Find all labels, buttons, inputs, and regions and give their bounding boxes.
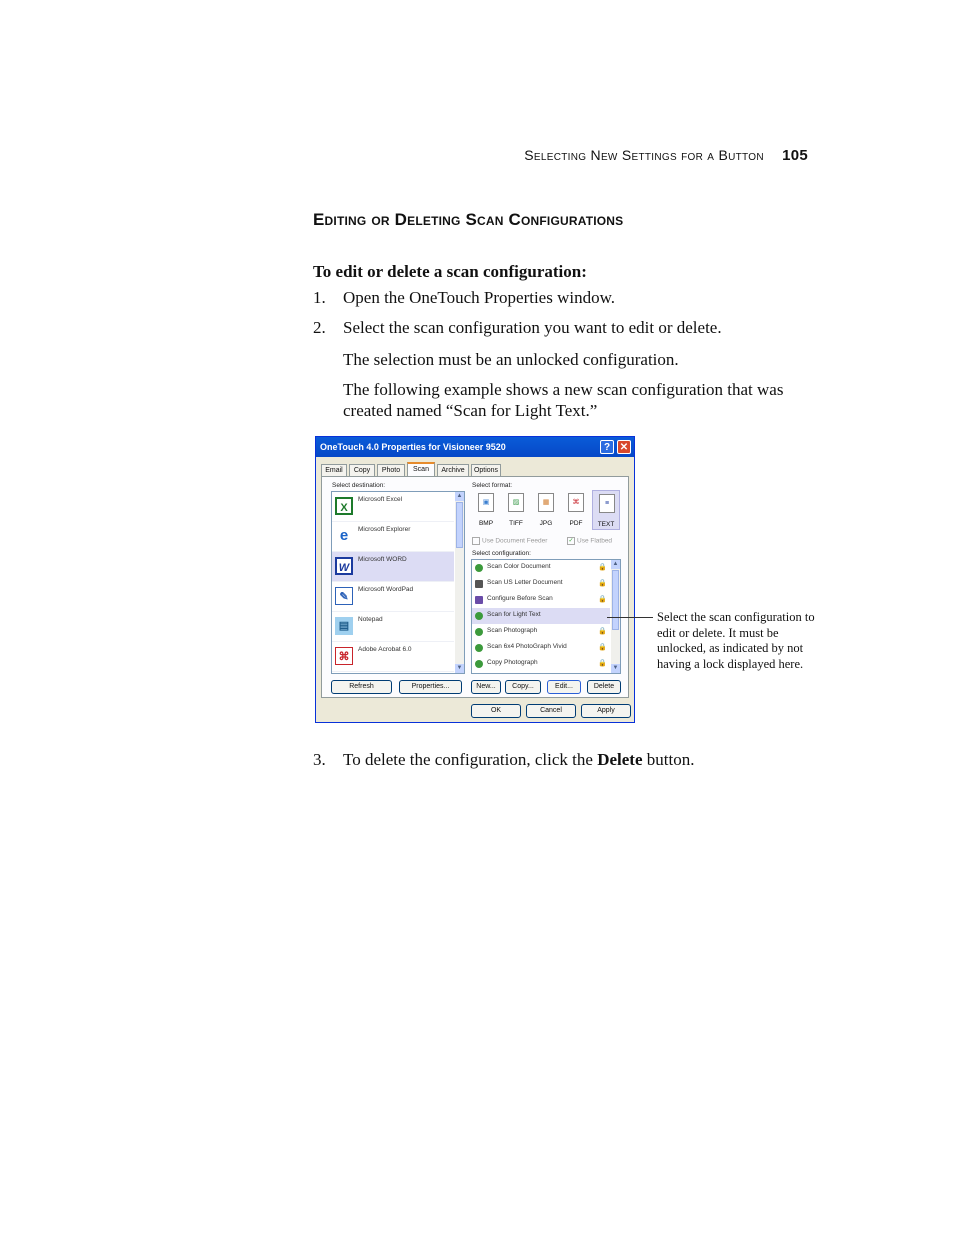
lock-icon: 🔒: [598, 660, 607, 667]
check-icon: ✓: [568, 538, 574, 544]
destination-item-wordpad[interactable]: [332, 582, 454, 612]
properties-button[interactable]: Properties...: [399, 680, 462, 694]
scanner-icon: [475, 660, 483, 668]
format-label: JPG: [539, 520, 553, 527]
destination-name: Adobe Acrobat 6.0: [358, 646, 412, 653]
destination-item-explorer[interactable]: [332, 522, 454, 552]
excel-icon: X: [335, 497, 353, 515]
cancel-button[interactable]: Cancel: [526, 704, 576, 718]
step-number: 3.: [313, 750, 326, 769]
checkbox-box: [472, 537, 480, 545]
format-label: TIFF: [509, 520, 523, 527]
refresh-button[interactable]: Refresh: [331, 680, 392, 694]
dialog-title: OneTouch 4.0 Properties for Visioneer 9520: [320, 442, 506, 452]
configuration-name: Scan 6x4 PhotoGraph Vivid: [487, 643, 567, 650]
text-icon: ≡: [599, 494, 615, 513]
configuration-item-selected[interactable]: [472, 608, 610, 624]
scroll-down-icon[interactable]: ▼: [456, 665, 463, 671]
destination-item-acrobat[interactable]: [332, 642, 454, 672]
tab-options[interactable]: Options: [471, 464, 501, 476]
lock-icon: 🔒: [598, 580, 607, 587]
scroll-down-icon[interactable]: ▼: [612, 665, 619, 671]
tab-scan[interactable]: Scan: [407, 462, 435, 476]
lock-icon: 🔒: [598, 564, 607, 571]
format-label: PDF: [569, 520, 583, 527]
configuration-name: Scan for Light Text: [487, 611, 541, 618]
use-flatbed-checkbox[interactable]: [567, 537, 612, 545]
destination-item-word[interactable]: [332, 552, 454, 582]
lock-icon: 🔒: [598, 644, 607, 651]
configuration-name: Scan US Letter Document: [487, 579, 563, 586]
acrobat-icon: ⌘: [335, 647, 353, 665]
destination-name: Microsoft WORD: [358, 556, 407, 563]
bmp-icon: ▣: [478, 493, 494, 512]
destination-list[interactable]: [331, 491, 465, 674]
scanner-icon: [475, 612, 483, 620]
checkbox-label: Use Document Feeder: [482, 537, 548, 545]
format-pdf[interactable]: [562, 490, 590, 530]
format-tiff[interactable]: [502, 490, 530, 530]
destination-name: Notepad: [358, 616, 383, 623]
paragraph-example-note: The following example shows a new scan configuration that was created named “Scan for Light Text.”: [343, 380, 784, 420]
tab-email[interactable]: Email: [321, 464, 347, 476]
onetouch-properties-dialog: [315, 436, 635, 723]
copy-button[interactable]: Copy...: [505, 680, 541, 694]
scroll-thumb[interactable]: [456, 502, 463, 548]
scan-tab-panel: [321, 476, 629, 698]
paragraph-unlocked-note: The selection must be an unlocked configuration.: [343, 350, 679, 369]
scroll-up-icon[interactable]: ▲: [612, 561, 619, 567]
step-text-before: To delete the configuration, click the: [343, 750, 598, 769]
destination-name: Microsoft WordPad: [358, 586, 414, 593]
delete-button[interactable]: Delete: [587, 680, 621, 694]
configuration-item[interactable]: [472, 592, 610, 608]
select-format-label: Select format:: [472, 482, 513, 489]
configuration-list[interactable]: [471, 559, 621, 674]
callout-text: Select the scan configuration to edit or delete. It must be unlocked, as indicated by not having a lock displayed here.: [657, 610, 815, 671]
configuration-name: Copy Photograph: [487, 659, 538, 666]
explorer-icon: e: [339, 527, 349, 544]
notepad-icon: ▤: [335, 617, 353, 635]
configure-icon: [475, 596, 483, 604]
running-header: [524, 147, 808, 164]
jpg-icon: ▦: [538, 493, 554, 512]
tab-copy[interactable]: Copy: [349, 464, 375, 476]
step-number: 2.: [313, 318, 326, 337]
wordpad-icon: ✎: [335, 587, 353, 605]
tab-archive[interactable]: Archive: [437, 464, 469, 476]
scanner-icon: [475, 628, 483, 636]
edit-button[interactable]: Edit...: [547, 680, 581, 694]
configuration-item[interactable]: [472, 640, 610, 656]
configuration-item[interactable]: [472, 624, 610, 640]
destination-name: Microsoft Excel: [358, 496, 403, 503]
section-title: Editing or Deleting Scan Configurations: [313, 210, 624, 229]
step-text-after: button.: [642, 750, 695, 769]
configuration-name: Scan Photograph: [487, 627, 538, 634]
destination-item-notepad[interactable]: [332, 612, 454, 642]
step-text: [343, 750, 694, 770]
step-number: 1.: [313, 288, 326, 307]
lock-icon: 🔒: [598, 596, 607, 603]
configuration-name: Scan Color Document: [487, 563, 551, 570]
configuration-item[interactable]: [472, 576, 610, 592]
destination-item-excel[interactable]: [332, 492, 454, 522]
tiff-icon: ▨: [508, 493, 524, 512]
page-number: 105: [782, 147, 808, 164]
step-text: Select the scan configuration you want to edit or delete.: [343, 318, 722, 337]
tab-photo[interactable]: Photo: [377, 464, 405, 476]
format-label: TEXT: [597, 521, 615, 528]
delete-button-reference: Delete: [597, 750, 643, 769]
scanner-icon: [475, 644, 483, 652]
format-text[interactable]: [592, 490, 620, 530]
dialog-titlebar[interactable]: [316, 437, 634, 457]
word-icon: W: [335, 557, 353, 575]
scroll-up-icon[interactable]: ▲: [456, 493, 463, 499]
step-text: Open the OneTouch Properties window.: [343, 288, 616, 307]
pdf-icon: ⌘: [568, 493, 584, 512]
close-icon[interactable]: ✕: [617, 440, 631, 454]
select-destination-label: Select destination:: [332, 482, 386, 489]
configuration-name: Configure Before Scan: [487, 595, 553, 602]
running-title: Selecting New Settings for a Button: [524, 147, 764, 163]
callout-line: [607, 617, 653, 618]
configuration-item[interactable]: [472, 656, 610, 672]
scanner-icon: [475, 564, 483, 572]
destination-scrollbar[interactable]: [455, 492, 464, 673]
lock-icon: 🔒: [598, 628, 607, 635]
new-button[interactable]: New...: [471, 680, 501, 694]
use-document-feeder-checkbox[interactable]: [472, 537, 547, 545]
destination-name: Microsoft Explorer: [358, 526, 411, 533]
format-bmp[interactable]: [472, 490, 500, 530]
select-configuration-label: Select configuration:: [472, 550, 531, 557]
configuration-item[interactable]: [472, 560, 610, 576]
help-icon[interactable]: ?: [600, 440, 614, 454]
scanner-icon: [475, 580, 483, 588]
format-label: BMP: [478, 520, 494, 527]
procedure-title: To edit or delete a scan configuration:: [313, 262, 587, 281]
apply-button[interactable]: Apply: [581, 704, 631, 718]
scroll-thumb[interactable]: [612, 570, 619, 630]
ok-button[interactable]: OK: [471, 704, 521, 718]
checkbox-label: Use Flatbed: [577, 537, 613, 545]
format-jpg[interactable]: [532, 490, 560, 530]
